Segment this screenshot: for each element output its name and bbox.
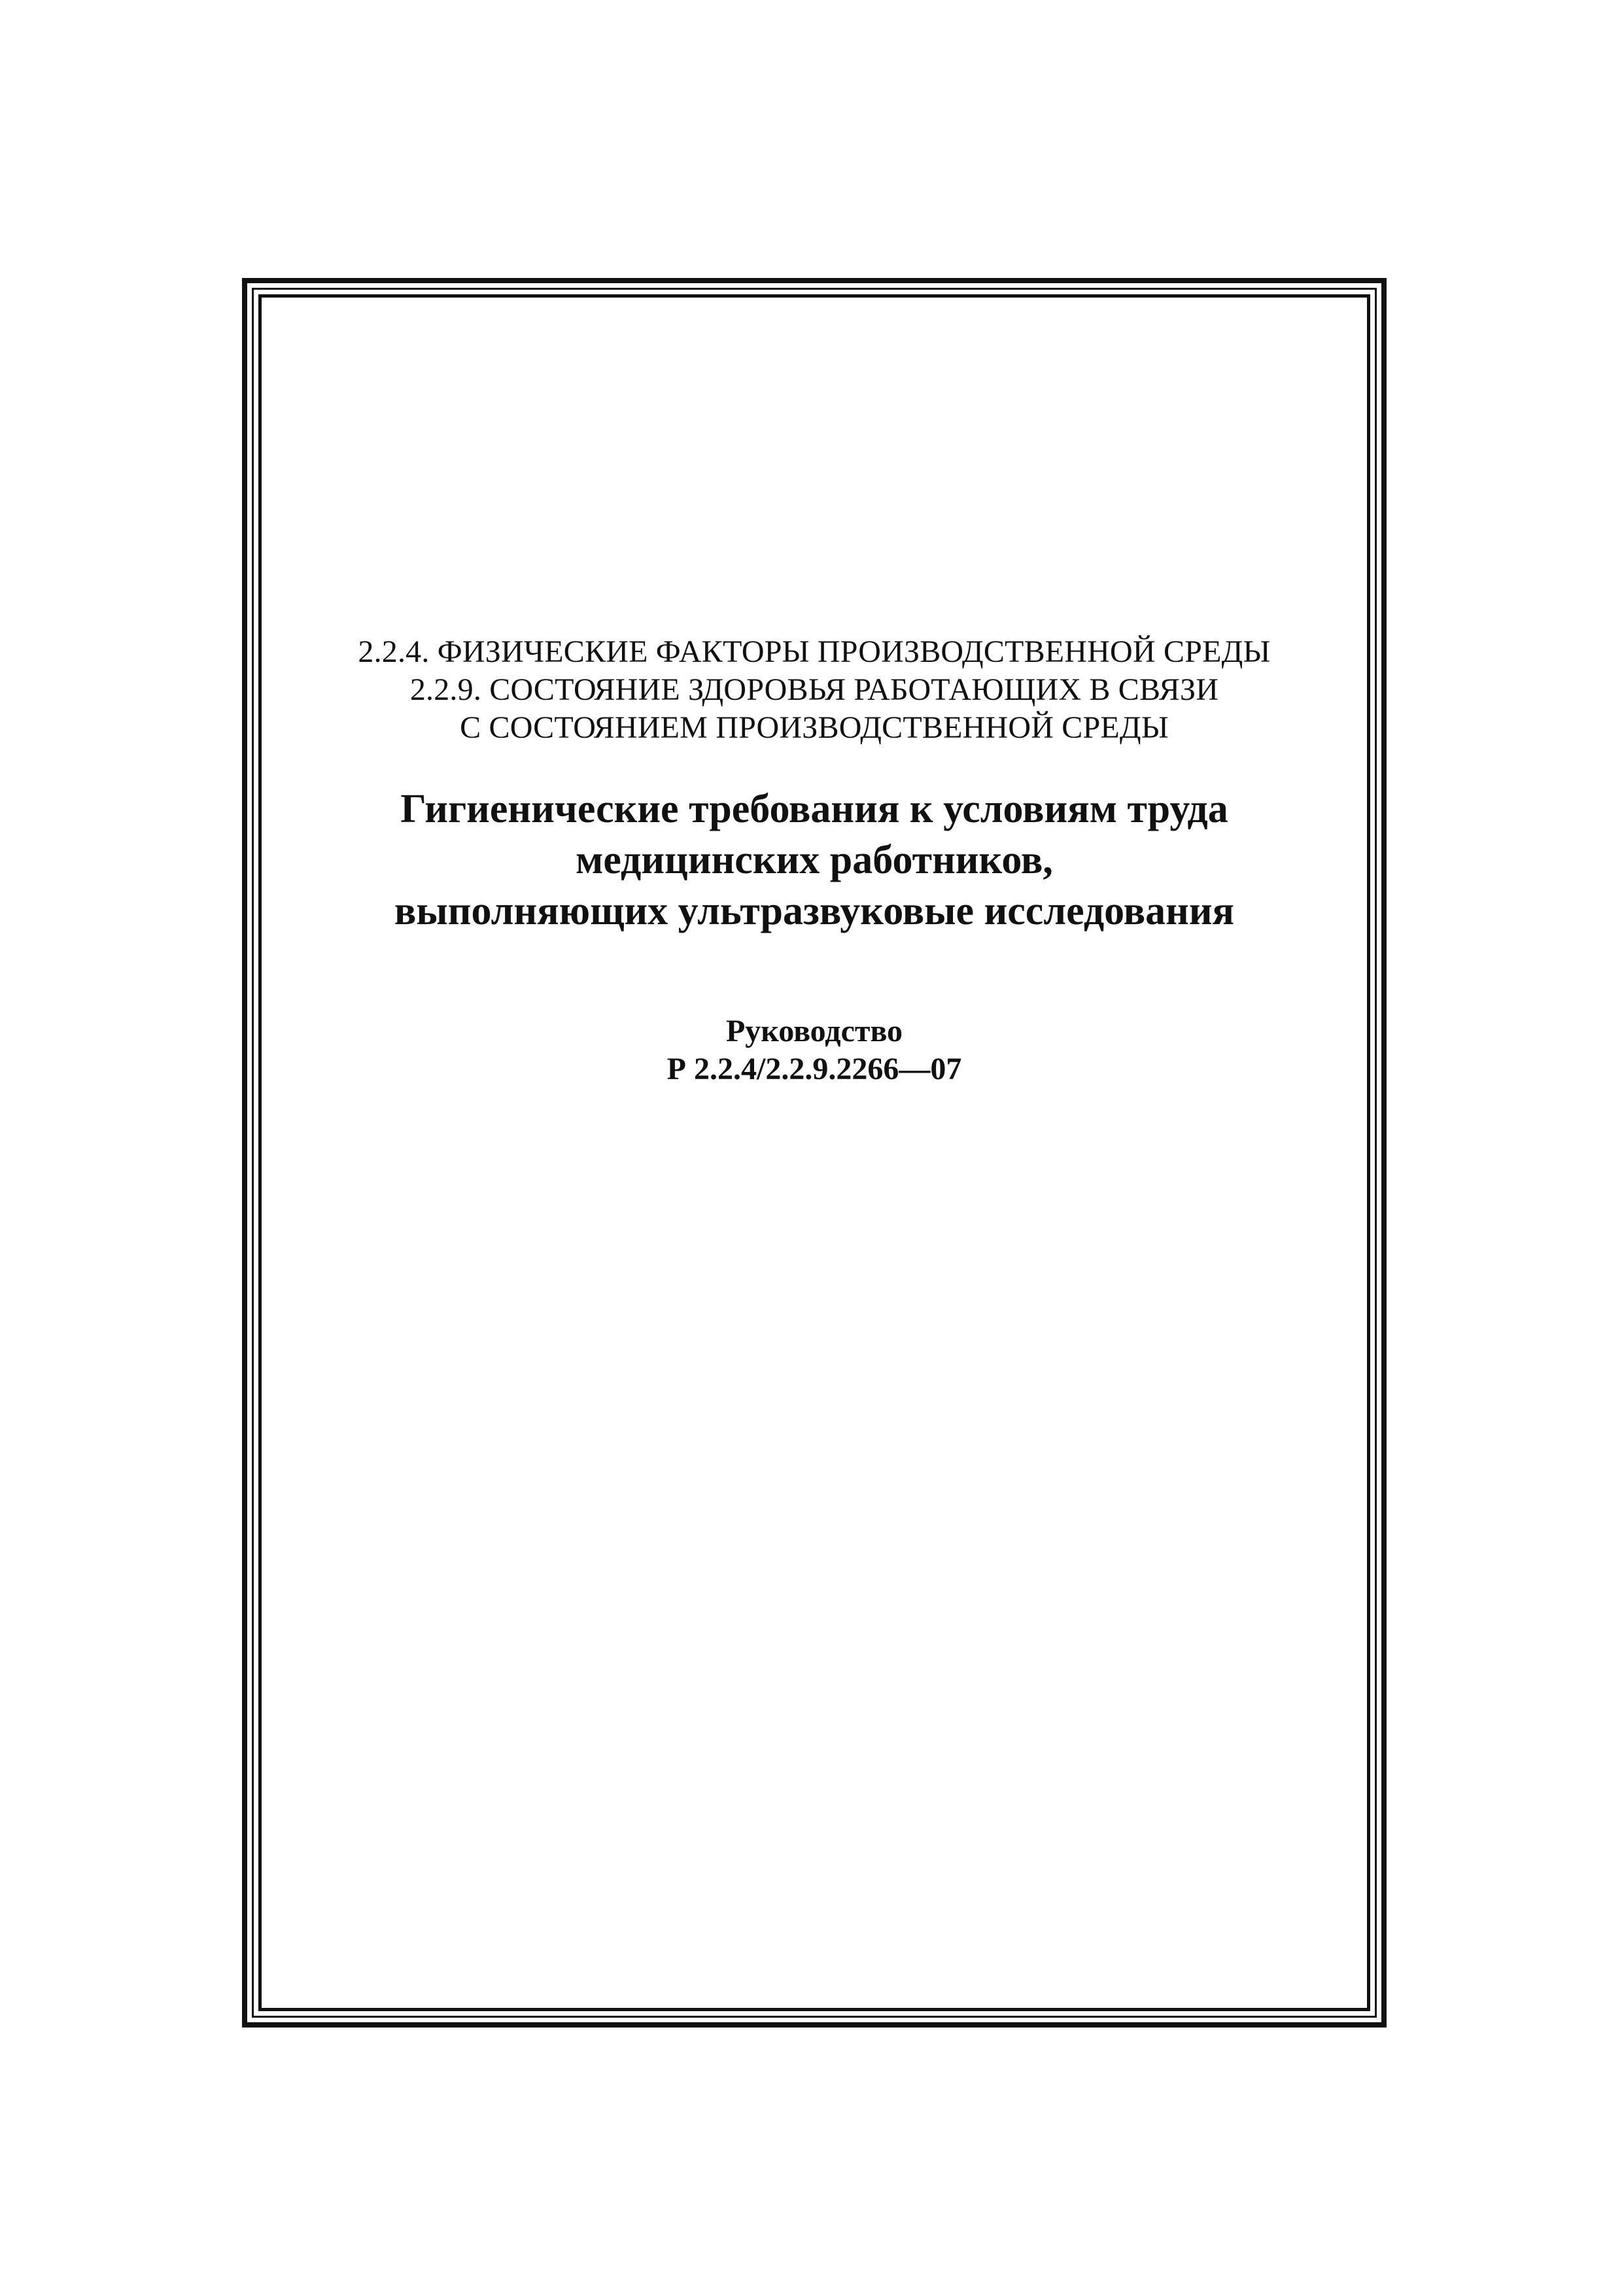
document-designation (247, 1012, 1381, 1088)
document-type: Руководство (725, 1014, 903, 1048)
category-line-2: 2.2.9. СОСТОЯНИЕ ЗДОРОВЬЯ РАБОТАЮЩИХ В СВЯЗИ (409, 672, 1219, 707)
cover-frame-inner-line (258, 294, 1370, 2011)
category-line-1: 2.2.4. ФИЗИЧЕСКИЕ ФАКТОРЫ ПРОИЗВОДСТВЕННОЙ СРЕДЫ (358, 634, 1271, 669)
document-title (247, 784, 1381, 937)
title-line-2: медицинских работников, (576, 838, 1053, 882)
cover-frame (242, 278, 1387, 2028)
title-line-3: выполняющих ультразвуковые исследования (394, 889, 1235, 933)
category-line-3: С СОСТОЯНИЕМ ПРОИЗВОДСТВЕННОЙ СРЕДЫ (460, 710, 1169, 745)
header-categories (247, 633, 1381, 747)
document-number: Р 2.2.4/2.2.9.2266—07 (666, 1052, 962, 1086)
title-line-1: Гигиенические требования к условиям труда (400, 787, 1228, 831)
